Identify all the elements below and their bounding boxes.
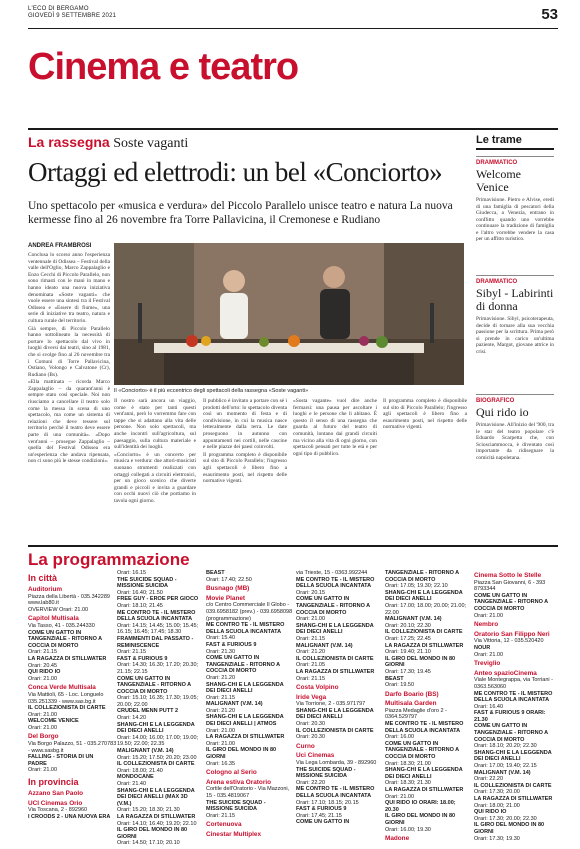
showtime-info: Viale Montegrappa, via Torriani - [474,677,553,684]
showtime-info: Orari: 21.00 [28,711,58,718]
showtime-info: Orari: 16.00; 19.30 [385,826,431,833]
article-column-4 [293,398,377,537]
showtime-info: 19.50; 22.00; 22.35 [117,741,165,748]
cinema-venue: Nembro [474,621,499,629]
showtime-info: Orari: 18.00; 21.00 [474,802,520,809]
showtime-info: Piazza della Libertà - 035.342289 [28,593,110,600]
movie-title: ME CONTRO TE - IL MISTERO DELLA SCUOLA INCANTATA [206,622,285,635]
programming-column [296,570,380,842]
movie-title: LA RAGAZZA DI STILLWATER [385,787,464,793]
showtime-info: Orari: 15.20; 18.30; 21.30 [117,807,180,814]
movie-title: ME CONTRO TE - IL MISTERO DELLA SCUOLA INCANTATA [474,690,553,704]
movie-title: WELCOME VENICE [28,718,79,725]
showtime-info: Orari: 20.30 [296,734,326,741]
movie-title: MALIGNANT (V.M. 14) [296,642,353,649]
cinema-venue: Capitol Multisala [28,615,79,623]
movie-title: COME UN GATTO IN TANGENZIALE - RITORNO A COCCIA DI MORTO [296,596,370,616]
showtime-info: Orari: 21.00 [28,724,58,731]
byline: ANDREA FRAMBROSI [28,243,92,249]
movie-title: BEAST [385,675,404,682]
movie-title: IL COLLEZIONISTA DI CARTE [28,705,106,712]
programming-column [206,570,293,842]
movie-title: MALIGNANT (V.M. 14) [474,769,531,776]
issue-date: GIOVEDÌ 9 SETTEMBRE 2021 [28,13,117,19]
movie-title: LA RAGAZZA DI STILLWATER [474,796,553,802]
showtime-info: Orari: 14.15; 14.45; 15.00; 15.45; [117,622,199,629]
showtime-info: Orari: 20.45 [28,662,58,669]
movie-title: LA RAGAZZA DI STILLWATER [385,642,464,649]
showtime-info: Orari: 22.20 [474,776,504,783]
showtime-info: 8793344 [474,586,496,593]
movie-title: IL COLLEZIONISTA DI CARTE [296,655,374,662]
cinema-venue: Treviglio [474,660,501,668]
header-rule [28,28,558,29]
showtime-info: Orari: 21.20 [206,707,236,714]
cinema-venue: Darfo Boario (BS) [385,690,439,698]
movie-title: QUI RIDO IO [28,669,61,676]
showtime-info: - www.sasbg.it [28,747,64,754]
showtime-info: 0363.563060 [474,683,507,690]
movie-title: FALLING - STORIA DI UN PADRE [28,754,94,767]
movie-title: COME UN GATTO IN [296,819,350,826]
showtime-info: Orari: 21.15 [296,675,326,682]
showtime-info: c/o Centro Commerciale Il Globo - [206,602,290,609]
cinema-venue: Auditorium [28,586,63,593]
movie-title: QUI RIDO IO [474,809,507,816]
showtime-info: Orari: 15.40 [206,635,236,642]
photo-caption: Il «Conciorto» è il più eccentrico degli spettacoli della rassegna «Soste vaganti» [114,388,309,394]
movie-title: COME UN GATTO IN TANGENZIALE - RITORNO A COCCIA DI MORTO [28,629,102,649]
showtime-info: Orari: 21.15 [296,635,326,642]
showtime-info: Orari: 21.00 [474,612,504,619]
showtime-info: Orari: 20.30 [296,721,326,728]
showtime-info: Orari: 14.50; 17.10; 20.10 [117,840,180,847]
cinema-venue: Cologno al Serio [206,769,257,777]
cinema-venue: Iride Vega [296,693,327,701]
article-paragraph: Il pubblico è invitato a portare con sé i prodotti dell'orto: lo spettacolo diventa così un momento di festa e di condivisione, in cui la musica nasce letteralmente dalla terra. Le date proseguono in autunno con appuntamenti nei cortili, nelle cascine e nelle piazze dei paesi coinvolti. [203,398,287,451]
movie-title: IL COLLEZIONISTA DI CARTE [296,727,374,734]
movie-title: ME CONTRO TE - IL MISTERO DELLA SCUOLA INCANTATA [296,576,375,590]
showtime-info: Via Mattioli, 65 - Loc. Longuelo [28,691,104,698]
article-column-1 [28,252,110,537]
movie-title: SHANG-CHI E LA LEGGENDA DEI DIECI ANELLI [296,707,374,721]
showtime-info: Orari: 21.00 [296,616,326,623]
cinema-venue: Uci Cinemas [296,752,335,760]
movie-title: LA RAGAZZA DI STILLWATER [296,668,375,675]
cinema-venue: Del Borgo [28,733,59,741]
showtime-info: Orari: 15.20; 17.50; 20.20; 23.00 [117,754,197,761]
sidebar-plots [476,134,554,494]
showtime-info: Orari: 21.15 [206,812,236,819]
plot-genre: DRAMMATICO [476,275,554,285]
showtime-info: Orari: 14.20 [117,715,147,722]
article-column-5 [383,398,467,537]
showtime-info: 15 - 035.4819067 [206,793,250,799]
movie-title: COME UN GATTO IN TANGENZIALE - RITORNO A COCCIA DI MORTO [474,592,548,612]
plot-body: Primavisione. Sibyl, psicoterapeuta, decide di tornare alla sua vecchia passione per la scrittura. Prima però si prende in carico un'ultima paziente, Margot, giovane attrice in crisi. [476,316,554,355]
page-header [28,6,558,26]
plot-body: Primavisione. All'inizio del '900, tra le star del teatro popolare c'è Eduardo Scarpetta che, con Sciosciammocca, è diventato così importante da ridisegnare la comicità napoletana. [476,422,554,461]
showtime-info: Orari: 17.00; 18.00; 20.00; 21.00; [385,602,467,609]
movie-title: IL COLLEZIONISTA DI CARTE [385,629,463,636]
movie-title: FAST & FURIOUS 9 ORARI: 21.30 [474,710,546,723]
movie-title: FAST & FURIOUS 9 [117,655,168,662]
showtime-info: Orari: 16.00 [385,734,415,741]
cinema-venue: Oratorio San Filippo Neri [474,630,550,638]
showtime-info: Orari: 14.00; 16.00; 17.00; 19.00; [117,734,199,741]
plot-item [476,394,554,494]
movie-title: IL GIRO DEL MONDO IN 80 GIORNI [385,813,456,826]
showtime-info: 035.251339 - www.sas.bg.it [28,698,96,705]
movie-title: FREE GUY - EROE PER GIOCO [117,596,199,603]
showtime-info: Via Borgo Palazzo, 51 - 035.270783 [28,741,117,748]
movie-title: SHANG-CHI E LA LEGGENDA DEI DIECI ANELLI [474,749,552,763]
showtime-info: Orari: 16.35 [206,760,236,767]
article-paragraph: Il programma completo è disponibile sul sito di Piccolo Parallelo; l'ingresso agli spettacoli è libero fino a esaurimento posti, nel rispetto delle normative vigenti. [383,398,467,431]
article-photo [114,243,464,385]
showtime-info: Orari: 21.20 [206,674,236,681]
showtime-info: 22.00 [385,609,399,616]
movie-title: THE SUICIDE SQUAD - MISSIONE SUICIDA [117,576,177,590]
programming-column [474,570,558,842]
cinema-venue: Madone [385,835,410,843]
programming-area-heading: In città [28,573,58,583]
rubric-topic: Soste vaganti [113,136,189,151]
showtime-info: OVERVIEW Orari: 21.00 [28,606,89,613]
movie-title: SHANG-CHI E LA LEGGENDA DEI DIECI ANELLI [385,589,463,603]
cinema-venue: Movie Planet [206,594,246,602]
cinema-venue: Arena estiva Oratorio [206,778,271,786]
showtime-info: Piazza San Giovanni, 6 - 393 [474,579,546,586]
showtime-info: Orari: 21.00 [206,727,236,734]
showtime-info: Orari: 21.05 [296,662,326,669]
article-column-2 [114,398,196,537]
showtime-info: Orari: 21.00 [28,675,58,682]
article-paragraph: «Ella mattinata – ricorda Marco Zappalaglio – da quarant'anni è sempre stato così speciale. Noi non riusciamo a cancellare il teatro solo come la messa in scena di uno spettacolo, ma come un sistema di relazioni che deve tessere sul territorio perché il teatro deve essere parte di una comunità». «Dopo vent'anni – prosegue Zappalaglio – quella del Festival Odissea era un'esperienza che andava ripensata, non ci sono più le stesse condizioni». [28,379,110,465]
movie-title: COME UN GATTO IN TANGENZIALE - RITORNO A COCCIA DI MORTO [206,655,280,675]
showtime-info: Orari: 16.40 [474,703,504,710]
movie-title: FRAMMENTI DAL PASSATO - REMINISCENCE [117,635,194,649]
showtime-info: www.lab80.it [28,600,59,607]
article-paragraph: Conclusa lo scorso anno l'esperienza ventennale di Odissea – Festival della valle dell'Oglio, Marco Zappalaglio e Enzo Cecchi di Piccolo Parallelo, non sono rimasti con le mani in mano e hanno ideato una nuova iniziativa denominata «Soste vaganti» che vuole essere una sintesi tra il Festival Odissea e «Essere di fiume», una serie di iniziative tra teatro, natura e cultura rurale del territorio. [28,252,110,324]
movie-title: SHANG-CHI E LA LEGGENDA DEI DIECI ANELLI [385,767,463,780]
movie-title: MALIGNANT (V.M. 14) [206,701,263,708]
showtime-info: Via Torrione, 2 - 035.971797 [296,701,366,708]
article-paragraph: Già sempre, di Piccolo Parallelo hanno sottolineato la necessità di portare lo spettacolo dal vivo in luoghi diversi dai teatri, sino al 1981, che si svolge fino al 26 novembre tra i Comuni di Torre Pallavicina, Ostiano, Volongo e Calvatone (Cr), Rudiano (Bs). [28,325,110,378]
showtime-info: Orari: 18.10; 21.45 [117,602,163,609]
cinema-venue: Cinestar Multiplex [206,830,262,838]
movie-title: THE SUICIDE SQUAD - MISSIONE SUICIDA [206,799,266,813]
showtime-info: Orari: 17.00; 19.40; 22.15 [474,763,537,770]
showtime-info: Orari: 19.40; 21.10 [385,649,431,656]
showtime-info: Orari: 17.30; 19.30 [474,835,520,842]
cinema-venue: Cinema Sotto le Stelle [474,572,542,579]
movie-title: BEAST [206,570,225,576]
showtime-info: 039.6958182 (prev.) - 039.6958098 [206,608,293,615]
plot-title: Welcome Venice [476,167,522,194]
showtime-info: Orari: 17.10; 18.15; 20.15 [296,799,359,806]
plot-title: Sibyl - Labirinti di donna [476,286,554,313]
cinema-venue: Busnago (MB) [206,585,250,593]
programming-column [28,570,117,842]
movie-title: IL COLLEZIONISTA DI CARTE [474,782,552,789]
showtime-info: Orari: 21.00 [474,651,504,658]
showtime-info: 16.15; 16.45; 17.45; 18.30 [117,629,182,636]
plot-item [476,156,554,269]
movie-title: THE SUICIDE SQUAD - MISSIONE SUICIDA [296,766,356,780]
showtime-info: 21.15; 22.15 [117,668,148,675]
showtime-info: Orari: 21.00 [385,793,415,800]
movie-title: LA RAGAZZA DI STILLWATER [28,655,107,662]
movie-title: FAST & FURIOUS 9 [296,806,347,813]
showtime-info: Orari: 15.10; 16.35; 17.30; 19.05; [117,695,199,702]
cinema-venue: Azzano San Paolo [28,790,84,798]
movie-title: LA RAGAZZA DI STILLWATER [117,813,196,820]
movie-title: COME UN GATTO IN TANGENZIALE - RITORNO A COCCIA DI MORTO [385,740,459,761]
showtime-info: Orari: 21.30 [206,648,236,655]
showtime-info: Orari: 17.40; 22.50 [206,576,252,583]
programming-title: La programmazione [28,550,190,569]
movie-title: ME CONTRO TE - IL MISTERO DELLA SCUOLA INCANTATA [385,721,464,734]
movie-title: CRUDEL MENN PUTT 2 [117,708,179,715]
movie-title: COME UN GATTO IN TANGENZIALE - RITORNO A COCCIA DI MORTO [117,675,191,695]
movie-title: IL GIRO DEL MONDO IN 80 GIORNI [385,655,456,669]
showtime-info: Orari: 17.45; 21.15 [296,812,342,819]
showtime-info: Orari: 17.30; 19.45 [385,668,431,675]
showtime-info: Orari: 17.30; 20.00; 22.30 [474,815,537,822]
movie-title: IL COLLEZIONISTA DI CARTE [117,761,195,768]
cinema-venue: Multisala Garden [385,700,437,708]
showtime-info: Orari: 20.15 [296,589,326,596]
sidebar-title: Le trame [476,134,554,150]
headline: Ortaggi ed elettrodi: un bel «Conciorto» [28,157,443,187]
movie-title: FAST & FURIOUS 9 [206,641,257,648]
showtime-info: Orari: 22.20 [296,779,326,786]
movie-title: SHANG-CHI E LA LEGGENDA DEI DIECI ANELLI | ATMOS [206,714,284,728]
showtime-info: Orari: 18.10; 20.20; 22.30 [474,743,537,750]
movie-title: SHANG-CHI E LA LEGGENDA DEI DIECI ANELLI [206,681,284,695]
showtime-info: Orari: 14.10; 16.40; 19.20; 22.10 [117,820,197,827]
plot-item [476,275,554,388]
movie-title: SHANG-CHI E LA LEGGENDA DEI DIECI ANELLI [117,721,195,735]
rubric [28,134,188,152]
article-paragraph: «Sosta vagante» vuol dire anche fermarsi: una pausa per ascoltare i luoghi e le persone che li abitano. È questo il senso di una rassegna che guarda al futuro del teatro di comunità, lontano dai grandi circuiti ma vicino alla vita di ogni giorno, con spettacoli pensati per tutte le età e per ogni tipo di pubblico. [293,398,377,457]
movie-title: TANGENZIALE - RITORNO A COCCIA DI MORTO [385,570,459,583]
plot-genre: BIOGRAFICO [476,394,554,404]
movie-title: IL GIRO DEL MONDO IN 80 GIORNI [206,747,277,761]
programming-rule [28,545,558,547]
showtime-info: Orari: 21.40 [117,781,147,787]
showtime-info: Orari: 20.10; 22.30 [385,622,431,629]
showtime-info: Orari: 21.00 [28,767,58,774]
showtime-info: Orari: 21.15 [28,649,58,656]
showtime-info: Cortile dell'Oratorio - Via Mazzoni, [206,786,290,793]
movie-title: LA RAGAZZA DI STILLWATER [206,734,285,741]
cinema-venue: Anteo spazioCinema [474,669,537,677]
showtime-info: Orari: 21.15 [117,649,147,656]
showtime-info: (programmazione) [206,615,251,622]
plot-body: Primavisione. Pietro e Alvise, eredi di una famiglia di pescatori della Giudecca, a Venezia, entrano in conflitto quando uno vorrebbe continuare la tradizione di famiglia e l'altro vorrebbe vendere la casa per un affitto turistico. [476,197,554,242]
cinema-venue: UCI Cinemas Orio [28,799,83,807]
movie-title: IL GIRO DEL MONDO IN 80 GIORNI [117,827,188,840]
rubric-label: La rassegna [28,134,110,150]
section-rule [28,128,558,130]
movie-title: SHANG-CHI E LA LEGGENDA DEI DIECI ANELLI [296,622,374,636]
article-paragraph: Il programma completo è disponibile sul sito di Piccolo Parallelo; l'ingresso agli spettacoli è libero fino a esaurimento posti, nel rispetto delle normative vigenti. [203,451,287,485]
article-column-3 [203,398,287,537]
movie-title: MONDOCANE [117,774,154,781]
showtime-info: Orari: 14.30; 16.30; 17.20; 20.30; [117,662,199,669]
newspaper-name: L'ECO DI BERGAMO [28,6,89,12]
showtime-info: Via Toscana, 2 - 892960 [28,807,88,814]
showtime-info: Orari: 16.15 [117,570,147,576]
movie-title: ME CONTRO TE - IL MISTERO DELLA SCUOLA INCANTATA [117,609,196,623]
movie-title: QUI RIDO IO ORARI: 18.00; 20.30 [385,800,456,813]
showtime-info: Orari: 19.50 [385,682,415,689]
programming-column [385,570,469,842]
showtime-info: 20.00; 22.00 [117,701,148,708]
article-paragraph: «Conciorto» è un concerto per musica e verdura: due attori-musicisti suonano strumenti realizzati con ortaggi collegati a circuiti elettronici, per un gioco scenico che diverte grandi e piccoli e invita a guardare con occhi nuovi ciò che portiamo in tavola ogni giorno. [114,451,196,504]
plot-title: Qui rido io [476,405,529,419]
showtime-info: 0364.529797 [385,714,418,721]
showtime-info: Orari: 18.00; 21.40 [117,767,163,774]
movie-title: MALIGNANT (V.M. 14) [117,748,174,755]
showtime-info: Orari: 21.15 [206,694,236,701]
movie-title: ME CONTRO TE - IL MISTERO DELLA SCUOLA INCANTATA [296,786,375,799]
programming-area-heading: In provincia [28,777,79,788]
conciorto-stage-image [114,243,464,385]
movie-title: IL GIRO DEL MONDO IN 80 GIORNI [474,822,545,835]
showtime-info: Piazza Medaglie d'oro 2 - [385,707,447,714]
movie-title: NOUR [474,644,491,651]
section-title: Cinema e teatro [28,46,299,88]
showtime-info: Orari: 21.20 [296,649,326,656]
movie-title: COME UN GATTO IN TANGENZIALE - RITORNO A COCCIA DI MORTO [474,723,548,743]
showtime-info: Via Tasso, 41 - 035.244330 [28,622,95,629]
article-paragraph: Il nostro sarà ancora un viaggio, come è stato per tanti questi vent'anni, però lo vorremmo fare con tappe che si adattano alla vita delle persone. Non solo spettacoli, ma anche incontri sull'agricoltura, sul paesaggio, sulla cultura materiale e sull'identità dei luoghi. [114,398,196,451]
showtime-info: Orari: 16.40; 21.50 [117,589,163,596]
plot-genre: DRAMMATICO [476,156,554,166]
cinema-venue: Cortenuova [206,821,242,829]
movie-title: I CROODS 2 - UNA NUOVA ERA [28,813,111,820]
programming-column [117,570,201,847]
cinema-venue: Curno [296,742,315,750]
showtime-info: Orari: 17.30; 20.00 [474,789,520,796]
cinema-venue: Costa Volpino [296,684,339,692]
cinema-venue: Conca Verde Multisala [28,684,96,692]
page-number: 53 [541,6,558,23]
showtime-info: Orari: 17.25; 22.45 [385,635,431,642]
showtime-info: Orari: 21.00 [206,740,236,747]
summary: Uno spettacolo per «musica e verdura» del Piccolo Parallelo unisce teatro e natura La nuova kermesse fino al 26 novembre fra Torre Pallavicina, il Cremonese e Rudiano [28,200,453,226]
showtime-info: Orari: 18.30; 21.30 [385,780,431,787]
movie-title: SHANG-CHI E LA LEGGENDA DEI DIECI ANELLI (MAX 3D (V.M.) [117,787,195,807]
showtime-info: via Trieste, 15 - 0363.992244 [296,570,368,576]
showtime-info: Via Lega Lombarda, 39 - 892960 [296,760,377,767]
showtime-info: Via Vittoria, 12 - 035.520420 [474,638,544,645]
showtime-info: Orari: 18.30; 21.00 [385,760,431,767]
showtime-info: Orari: 17.05; 19.30; 22.10 [385,583,448,590]
movie-title: MALIGNANT (V.M. 14) [385,616,442,623]
